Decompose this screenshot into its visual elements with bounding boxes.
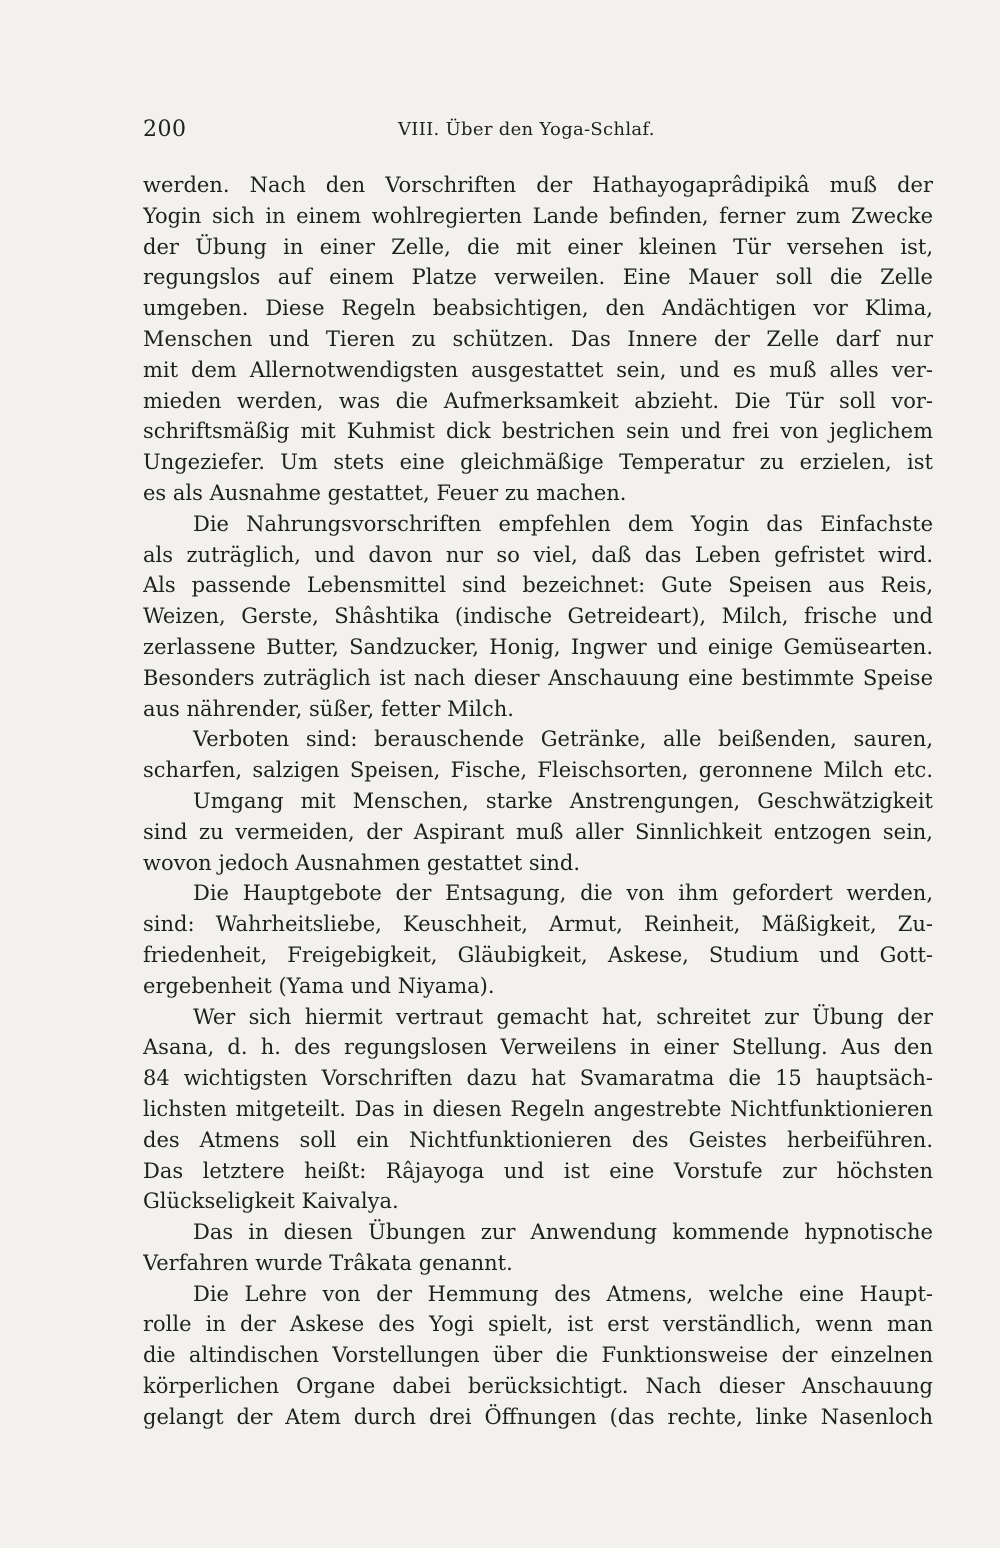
text-line: scharfen, salzigen Speisen, Fische, Fleischsorten, geronnene Milch etc. xyxy=(143,758,933,783)
text-line: Yogin sich in einem wohlregierten Lande befinden, ferner zum Zwecke xyxy=(143,203,933,228)
text-line: 84 wichtigsten Vorschriften dazu hat Svamaratma die 15 hauptsäch- xyxy=(143,1066,933,1091)
text-line: der Übung in einer Zelle, die mit einer kleinen Tür versehen ist, xyxy=(143,234,933,259)
text-line: Das letztere heißt: Râjayoga und ist eine Vorstufe zur höchsten xyxy=(143,1158,933,1183)
text-line: Weizen, Gerste, Shâshtika (indische Getreideart), Milch, frische und xyxy=(143,604,933,629)
text-line: die altindischen Vorstellungen über die Funktionsweise der einzelnen xyxy=(143,1343,933,1368)
text-line: mit dem Allernotwendigsten ausgestattet sein, und es muß alles ver- xyxy=(143,357,933,382)
text-line: Die Lehre von der Hemmung des Atmens, welche eine Haupt- xyxy=(193,1281,933,1306)
page-number: 200 xyxy=(143,117,187,142)
text-line: Verboten sind: berauschende Getränke, alle beißenden, sauren, xyxy=(193,727,933,752)
text-line: wovon jedoch Ausnahmen gestattet sind. xyxy=(143,850,581,875)
text-line: Umgang mit Menschen, starke Anstrengungen, Geschwätzigkeit xyxy=(193,788,933,813)
text-line: ergebenheit (Yama und Niyama). xyxy=(143,973,495,998)
text-line: Ungeziefer. Um stets eine gleichmäßige Temperatur zu erzielen, ist xyxy=(143,450,933,475)
text-line: körperlichen Organe dabei berücksichtigt. Nach dieser Anschauung xyxy=(143,1374,933,1399)
text-line: Besonders zuträglich ist nach dieser Anschauung eine bestimmte Speise xyxy=(143,665,933,690)
text-line: Verfahren wurde Trâkata genannt. xyxy=(143,1250,513,1275)
text-line: es als Ausnahme gestattet, Feuer zu machen. xyxy=(143,480,627,505)
text-line: aus nährender, süßer, fetter Milch. xyxy=(143,696,514,721)
text-line: schriftsmäßig mit Kuhmist dick bestrichen sein und frei von jeglichem xyxy=(143,419,933,444)
text-line: gelangt der Atem durch drei Öffnungen (das rechte, linke Nasenloch xyxy=(143,1404,933,1429)
text-line: zerlassene Butter, Sandzucker, Honig, Ingwer und einige Gemüsearten. xyxy=(143,634,933,659)
text-line: Wer sich hiermit vertraut gemacht hat, schreitet zur Übung der xyxy=(193,1004,933,1029)
running-head: VIII. Über den Yoga-Schlaf. xyxy=(398,119,655,140)
text-line: Als passende Lebensmittel sind bezeichnet: Gute Speisen aus Reis, xyxy=(143,573,933,598)
page-header xyxy=(143,117,933,145)
text-line: regungslos auf einem Platze verweilen. Eine Mauer soll die Zelle xyxy=(143,265,933,290)
body-text xyxy=(143,170,933,1433)
text-line: Die Nahrungsvorschriften empfehlen dem Yogin das Einfachste xyxy=(193,511,933,536)
text-line: als zuträglich, und davon nur so viel, daß das Leben gefristet wird. xyxy=(143,542,933,567)
text-line: umgeben. Diese Regeln beabsichtigen, den Andächtigen vor Klima, xyxy=(143,296,933,321)
text-line: Glückseligkeit Kaivalya. xyxy=(143,1189,399,1214)
text-line: lichsten mitgeteilt. Das in diesen Regeln angestrebte Nichtfunktionieren xyxy=(143,1096,933,1121)
text-line: des Atmens soll ein Nichtfunktionieren des Geistes herbeiführen. xyxy=(143,1127,933,1152)
text-line: rolle in der Askese des Yogi spielt, ist erst verständlich, wenn man xyxy=(143,1312,933,1337)
text-line: friedenheit, Freigebigkeit, Gläubigkeit, Askese, Studium und Gott- xyxy=(143,942,933,967)
text-line: werden. Nach den Vorschriften der Hathayogaprâdipikâ muß der xyxy=(143,173,933,197)
text-line: sind: Wahrheitsliebe, Keuschheit, Armut, Reinheit, Mäßigkeit, Zu- xyxy=(143,912,933,937)
text-line: mieden werden, was die Aufmerksamkeit abzieht. Die Tür soll vor- xyxy=(143,388,933,413)
text-line: Die Hauptgebote der Entsagung, die von ihm gefordert werden, xyxy=(193,881,933,906)
text-line: sind zu vermeiden, der Aspirant muß aller Sinnlichkeit entzogen sein, xyxy=(143,819,933,844)
text-line: Asana, d. h. des regungslosen Verweilens in einer Stellung. Aus den xyxy=(143,1035,933,1060)
text-line: Menschen und Tieren zu schützen. Das Innere der Zelle darf nur xyxy=(143,326,933,351)
text-line: Das in diesen Übungen zur Anwendung kommende hypnotische xyxy=(193,1220,933,1245)
